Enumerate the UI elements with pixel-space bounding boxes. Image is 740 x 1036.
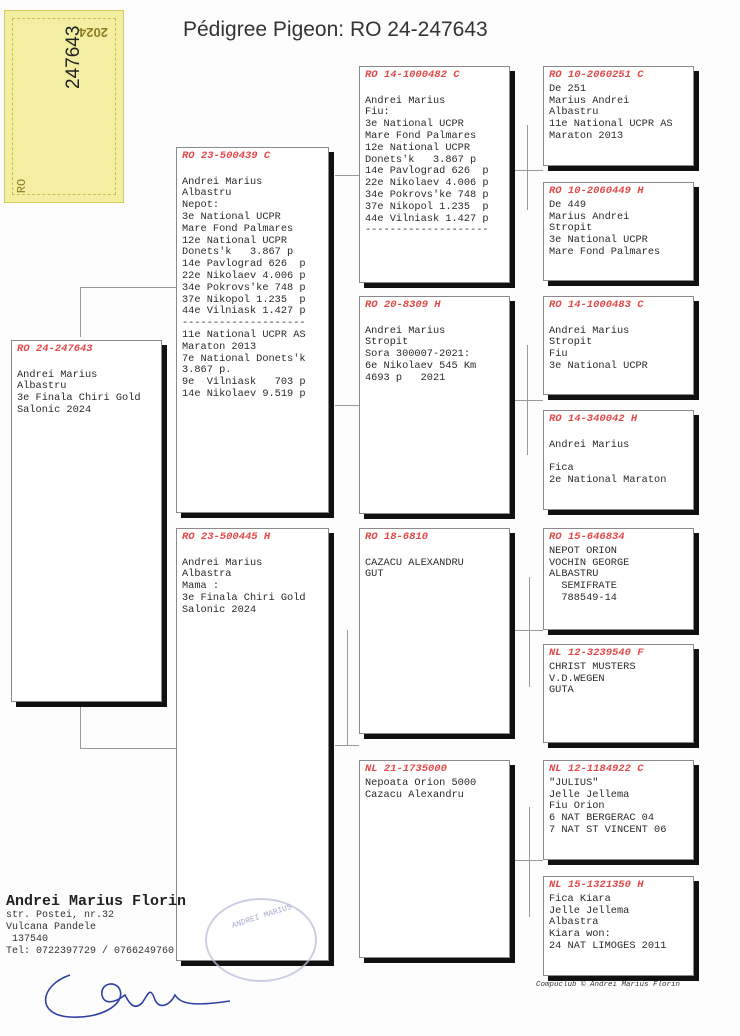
detail-line: Jelle Jellema — [549, 788, 630, 801]
connector-line — [515, 400, 543, 401]
detail-line: Jelle Jellema — [549, 904, 630, 917]
detail-line: Stropit — [549, 336, 593, 349]
detail-line: Fica Kiara — [549, 892, 611, 905]
detail-line: Stropit — [365, 336, 409, 349]
ring-number: RO 15-646834 — [549, 531, 625, 543]
detail-line: 44e Vilniask 1.427 p — [182, 305, 306, 318]
detail-line — [365, 546, 504, 558]
detail-line: 3e National UCPR — [365, 118, 464, 131]
detail-line: 6e Nikolaev 545 Km — [365, 359, 477, 372]
connector-line — [335, 405, 359, 406]
pigeon-card-mff[interactable] — [543, 528, 694, 630]
pigeon-card-mmf[interactable] — [543, 760, 694, 860]
detail-line: "JULIUS" — [549, 776, 599, 789]
connector-line — [515, 170, 543, 171]
detail-line: -------------------- — [365, 224, 489, 237]
detail-line: Albastru — [182, 187, 232, 200]
detail-line — [365, 314, 504, 326]
detail-line: 34e Pokrovs'ke 748 p — [182, 281, 306, 294]
stamp-year: 2024 — [79, 25, 108, 40]
detail-line: 3e Finala Chiri Gold — [17, 392, 141, 405]
detail-line: Albastra — [182, 568, 232, 581]
detail-line: 6 NAT BERGERAC 04 — [549, 812, 655, 825]
connector-line — [529, 577, 530, 687]
detail-line: 7e National Donets'k — [182, 352, 306, 365]
ring-number: RO 14-1000483 C — [549, 299, 644, 311]
detail-line: Maraton 2013 — [549, 129, 624, 142]
signature-icon — [30, 955, 250, 1025]
detail-line: Andrei Marius — [365, 324, 446, 337]
pigeon-details — [549, 200, 688, 259]
detail-line: 12e National UCPR — [365, 141, 471, 154]
detail-line: Mare Fond Palmares — [549, 245, 661, 258]
detail-line: Mare Fond Palmares — [365, 129, 477, 142]
detail-line: 11e National UCPR AS — [549, 118, 673, 131]
detail-line: 14e Pavlograd 626 p — [182, 258, 306, 271]
pigeon-card-mf[interactable] — [359, 528, 510, 734]
connector-line — [80, 287, 176, 288]
ring-number: RO 10-2060449 H — [549, 185, 644, 197]
detail-line: NEPOT ORION — [549, 544, 617, 557]
detail-line: 4693 p 2021 — [365, 371, 446, 384]
detail-line: Salonic 2024 — [17, 403, 92, 416]
pigeon-card-subject[interactable] — [11, 340, 162, 702]
pigeon-details — [549, 778, 688, 837]
detail-line: Donets'k 3.867 p — [365, 153, 477, 166]
detail-line: 3e National UCPR — [549, 359, 648, 372]
detail-line: Andrei Marius — [549, 324, 630, 337]
detail-line: Andrei Marius — [182, 556, 263, 569]
pigeon-card-fmm[interactable] — [543, 410, 694, 510]
detail-line — [365, 84, 504, 96]
pigeon-card-fm[interactable] — [359, 296, 510, 514]
detail-line: Marius Andrei — [549, 210, 630, 223]
detail-line — [17, 358, 156, 370]
detail-line: CHRIST MUSTERS — [549, 660, 636, 673]
ring-number: NL 12-1184922 C — [549, 763, 644, 775]
detail-line: Andrei Marius — [182, 175, 263, 188]
detail-line: De 449 — [549, 198, 587, 211]
detail-line — [549, 428, 688, 440]
detail-line — [182, 165, 323, 177]
pigeon-card-ff[interactable] — [359, 66, 510, 283]
detail-line: Fiu Orion — [549, 800, 605, 813]
pigeon-details — [549, 428, 688, 487]
pigeon-card-ffm[interactable] — [543, 182, 694, 281]
stamp-number: 247643 — [63, 25, 84, 89]
detail-line: CAZACU ALEXANDRU — [365, 556, 464, 569]
owner-city: Vulcana Pandele — [6, 922, 97, 933]
detail-line: 22e Nikolaev 4.006 p — [365, 177, 489, 190]
detail-line: 11e National UCPR AS — [182, 328, 306, 341]
pigeon-details — [549, 546, 688, 605]
detail-line: SEMIFRATE — [549, 580, 617, 593]
ring-number: RO 18-6810 — [365, 531, 429, 543]
detail-line: Stropit — [549, 222, 593, 235]
connector-line — [529, 807, 530, 917]
pigeon-details — [365, 778, 504, 802]
detail-line: Donets'k 3.867 p — [182, 246, 294, 259]
pigeon-details — [17, 358, 156, 417]
detail-line: Fiu: — [365, 106, 390, 119]
ring-number: RO 23-500445 H — [182, 531, 271, 543]
footer-credit: Compuclub © Andrei Marius Florin — [536, 981, 681, 989]
detail-line: 34e Pokrovs'ke 748 p — [365, 188, 489, 201]
owner-zip: 137540 — [6, 934, 49, 945]
detail-line: Mama : — [182, 580, 220, 593]
connector-line — [515, 860, 543, 861]
detail-line: Nepoata Orion 5000 — [365, 776, 477, 789]
detail-line: 7 NAT ST VINCENT 06 — [549, 823, 667, 836]
detail-line: Nepot: — [182, 199, 220, 212]
pigeon-details — [549, 84, 688, 143]
owner-phone: Tel: 0722397729 / 0766249760 — [6, 946, 175, 957]
detail-line: Cazacu Alexandru — [365, 788, 464, 801]
detail-line: 22e Nikolaev 4.006 p — [182, 269, 306, 282]
detail-line: Fica — [549, 462, 574, 475]
detail-line: V.D.WEGEN — [549, 672, 605, 685]
detail-line: 14e Nikolaev 9.519 p — [182, 387, 306, 400]
detail-line: Albastra — [549, 916, 599, 929]
detail-line: Fiu — [549, 348, 568, 361]
detail-line — [549, 314, 688, 326]
connector-line — [527, 125, 528, 210]
pigeon-details — [365, 84, 504, 237]
pigeon-details — [365, 314, 504, 385]
detail-line: -------------------- — [182, 317, 306, 330]
detail-line: Andrei Marius — [549, 438, 630, 451]
detail-line: 3e Finala Chiri Gold — [182, 591, 306, 604]
connector-line — [335, 175, 359, 176]
detail-line: ALBASTRU — [549, 568, 599, 581]
ring-card-stamp — [4, 10, 124, 203]
detail-line: 3e National UCPR — [549, 234, 648, 247]
detail-line: Kiara won: — [549, 928, 611, 941]
pigeon-details — [365, 546, 504, 581]
pigeon-card-father[interactable] — [176, 147, 329, 513]
detail-line: Mare Fond Palmares — [182, 222, 294, 235]
connector-line — [80, 700, 81, 748]
ring-number: RO 14-1000482 C — [365, 69, 460, 81]
detail-line: 24 NAT LIMOGES 2011 — [549, 939, 667, 952]
detail-line: Maraton 2013 — [182, 340, 257, 353]
pigeon-card-mm[interactable] — [359, 760, 510, 958]
detail-line: Salonic 2024 — [182, 603, 257, 616]
detail-line: 37e Nikopol 1.235 p — [365, 200, 489, 213]
detail-line: Sora 300007-2021: — [365, 348, 471, 361]
ring-number: NL 15-1321350 H — [549, 879, 644, 891]
ring-number: RO 20-8309 H — [365, 299, 441, 311]
ring-number: RO 14-340042 H — [549, 413, 638, 425]
detail-line — [182, 546, 323, 558]
pigeon-details — [182, 546, 323, 617]
detail-line: Andrei Marius — [365, 94, 446, 107]
owner-name: Andrei Marius Florin — [6, 893, 187, 910]
page-title: Pédigree Pigeon: RO 24-247643 — [183, 18, 488, 41]
detail-line: Albastru — [17, 380, 67, 393]
detail-line: 788549-14 — [549, 591, 617, 604]
detail-line: GUT — [365, 568, 384, 581]
connector-line — [335, 745, 359, 746]
pigeon-card-fmf[interactable] — [543, 296, 694, 395]
connector-line — [80, 287, 81, 337]
pigeon-card-mmm[interactable] — [543, 876, 694, 976]
detail-line: 12e National UCPR — [182, 234, 288, 247]
pigeon-details — [182, 165, 323, 401]
detail-line: 3.867 p. — [182, 364, 232, 377]
stamp-country: RO — [15, 178, 30, 194]
detail-line: 37e Nikopol 1.235 p — [182, 293, 306, 306]
detail-line: GUTA — [549, 684, 574, 697]
connector-line — [347, 630, 348, 745]
connector-line — [515, 630, 543, 631]
ring-number: NL 21-1735000 — [365, 763, 447, 775]
seal-text: ANDREI MARIUS — [230, 902, 293, 931]
detail-line: 14e Pavlograd 626 p — [365, 165, 489, 178]
connector-line — [80, 748, 176, 749]
detail-line: Andrei Marius — [17, 368, 98, 381]
pigeon-details — [549, 894, 688, 953]
detail-line: 3e National UCPR — [182, 210, 281, 223]
detail-line: 44e Vilniask 1.427 p — [365, 212, 489, 225]
ring-number: RO 24-247643 — [17, 343, 93, 355]
detail-line: De 251 — [549, 82, 587, 95]
pigeon-card-mfm[interactable] — [543, 644, 694, 743]
pigeon-details — [549, 314, 688, 373]
pigeon-details — [549, 662, 688, 697]
detail-line: Albastru — [549, 106, 599, 119]
detail-line: VOCHIN GEORGE — [549, 556, 630, 569]
ring-number: RO 23-500439 C — [182, 150, 271, 162]
ring-number: RO 10-2060251 C — [549, 69, 644, 81]
pigeon-card-fff[interactable] — [543, 66, 694, 166]
detail-line: Marius Andrei — [549, 94, 630, 107]
owner-street: str. Postei, nr.32 — [6, 910, 115, 921]
ring-number: NL 12-3239540 F — [549, 647, 644, 659]
detail-line: 2e National Maraton — [549, 473, 667, 486]
detail-line: 9e Vilniask 703 p — [182, 376, 306, 389]
